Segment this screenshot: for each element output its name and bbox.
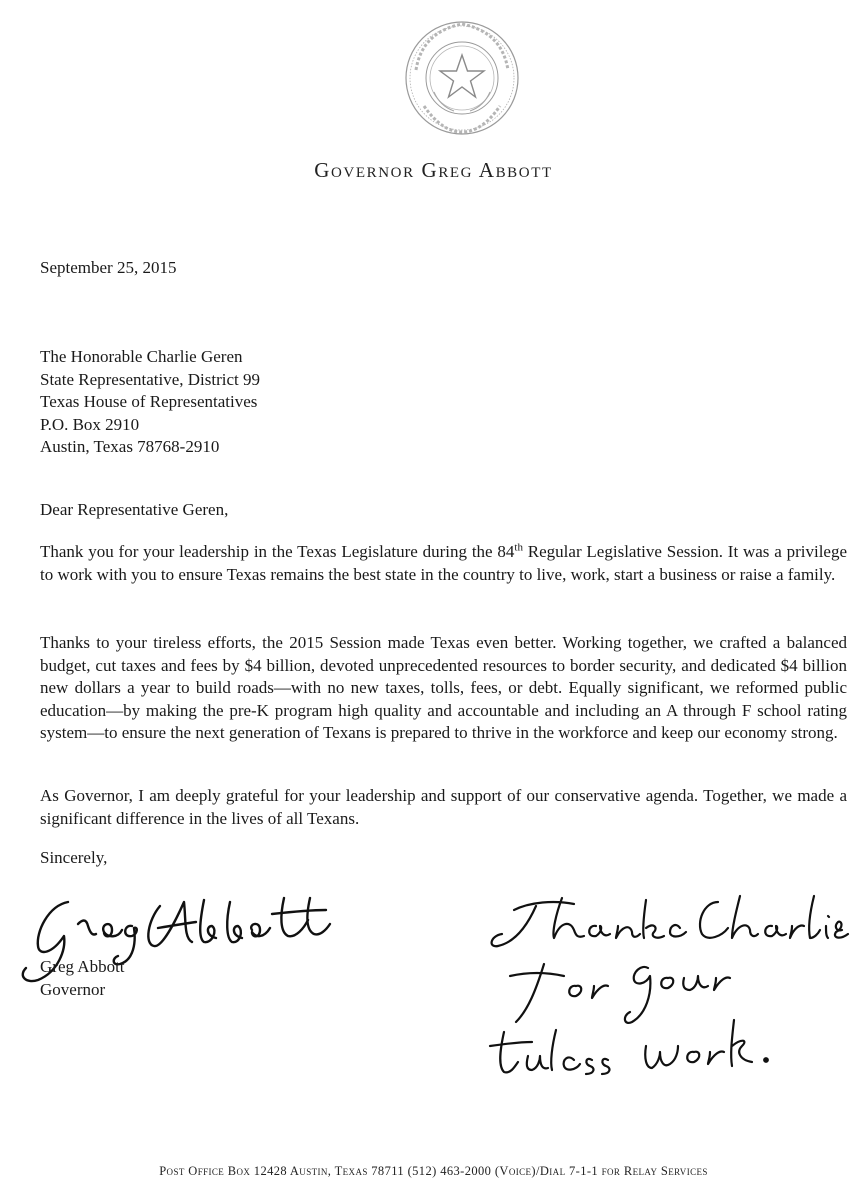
salutation: Dear Representative Geren, [40,500,229,519]
paragraph-1-text: Thank you for your leadership in the Texas Legislature during the 84 [40,542,515,561]
recipient-line: Texas House of Representatives [40,392,258,411]
paragraph-1-text-cont: Regular Legislative Session. It was a privilege to work with you to ensure Texas remains the best state in the country to live, work, start a business or raise a family. [40,542,848,584]
handwritten-note [470,880,850,1090]
letter-date: September 25, 2015 [40,258,177,277]
signature-block [40,956,125,1001]
signer-name: Greg Abbott [40,957,125,976]
governor-seal [402,10,522,150]
star-icon [440,55,484,97]
letterhead-footer: Post Office Box 12428 Austin, Texas 78711 (512) 463-2000 (Voice)/Dial 7-1-1 for Relay Services [159,1164,708,1178]
letterhead-title: Governor Greg Abbott [314,158,553,182]
paragraph-1 [40,541,847,586]
ordinal-suffix: th [514,541,523,554]
recipient-line: Austin, Texas 78768-2910 [40,437,220,456]
recipient-line: State Representative, District 99 [40,369,260,389]
recipient-line: The Honorable Charlie Geren [40,347,243,366]
recipient-address [40,346,260,459]
paragraph-3: As Governor, I am deeply grateful for your leadership and support of our conservative agenda. Together, we made a significant difference in the lives of all Texans. [40,786,847,828]
paragraph-2: Thanks to your tireless efforts, the 2015 Session made Texas even better. Working together, we crafted a balanced budget, cut taxes and fees by $4 billion, devoted unprecedented resources to border security, and dedicated $4 billion new dollars a year to build roads—with no new taxes, tolls, fees, or debt. Equally significant, we reformed public education—by making the pre-K program high quality and accountable and including an A through F school rating system—to ensure the next generation of Texans is prepared to thrive in the workforce and keep our economy strong. [40,633,847,742]
closing: Sincerely, [40,848,108,867]
signer-title: Governor [40,979,106,999]
recipient-line: P.O. Box 2910 [40,414,140,434]
